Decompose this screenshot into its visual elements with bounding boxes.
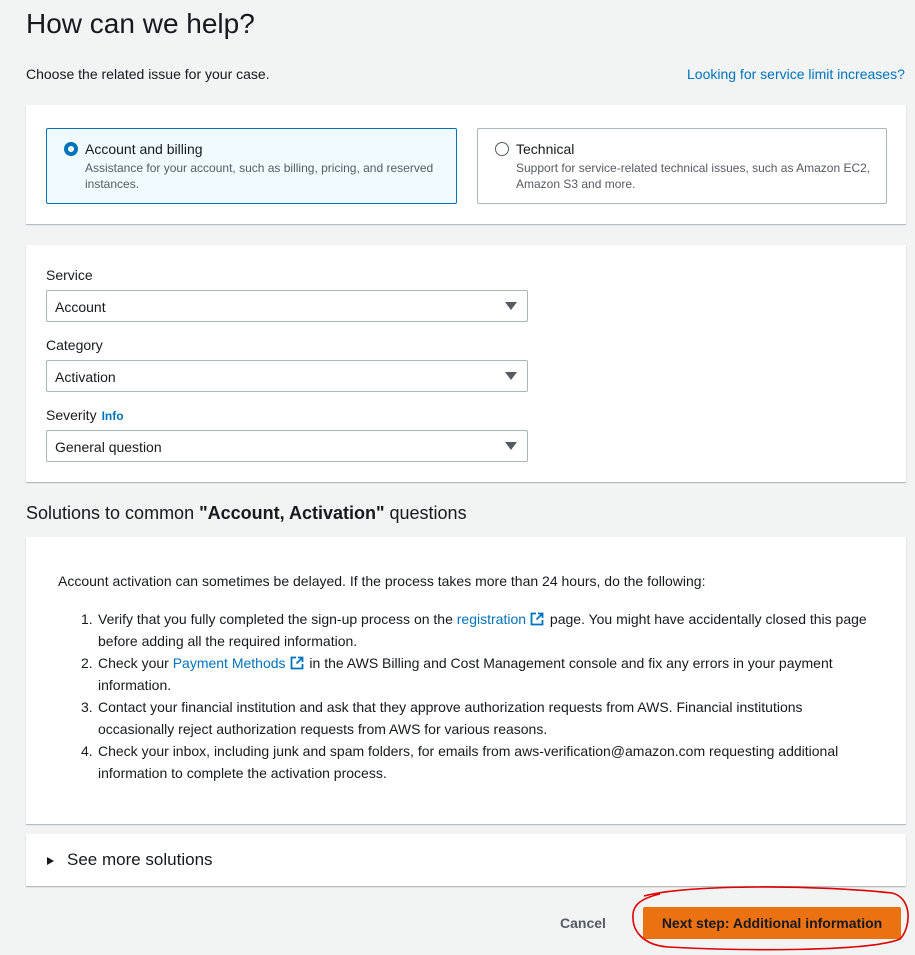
cancel-button[interactable]: Cancel (545, 907, 621, 939)
category-label: Category (46, 337, 103, 353)
next-step-button[interactable]: Next step: Additional information (643, 907, 901, 939)
service-label: Service (46, 267, 93, 283)
list-item: 3. Contact your financial institution and ask that they approve authorization requests from AWS. Financial institutions occasionally reject authorization requests from AWS for various reasons. (81, 699, 803, 737)
see-more-panel[interactable] (26, 834, 906, 886)
severity-select[interactable] (46, 430, 528, 462)
payment-methods-link[interactable]: Payment Methods (172, 655, 286, 671)
account-billing-description: Assistance for your account, such as billing, pricing, and reserved instances. (85, 161, 434, 191)
caret-down-icon (505, 442, 517, 450)
solutions-intro: Account activation can sometimes be delayed. If the process takes more than 24 hours, do the following: (58, 573, 706, 589)
service-limit-link[interactable]: Looking for service limit increases? (687, 66, 905, 82)
category-select[interactable] (46, 360, 528, 392)
solutions-heading: Solutions to common "Account, Activation" questions (26, 503, 467, 523)
case-details-panel (26, 245, 906, 482)
caret-down-icon (505, 372, 517, 380)
severity-info-link[interactable]: Info (101, 409, 124, 423)
technical-tile[interactable] (477, 128, 887, 204)
technical-description: Support for service-related technical issues, such as Amazon EC2, Amazon S3 and more. (516, 161, 871, 191)
see-more-solutions[interactable]: See more solutions (67, 850, 213, 869)
page-title: How can we help? (26, 8, 255, 39)
list-item: 1. Verify that you fully completed the sign-up process on the registration page. You might have accidentally closed this page before adding all the required information. (81, 611, 867, 649)
page-subtitle: Choose the related issue for your case. (26, 66, 270, 82)
caret-down-icon (505, 302, 517, 310)
caret-right-icon[interactable] (47, 857, 54, 865)
external-link-icon[interactable] (290, 656, 304, 670)
issue-type-panel (26, 105, 906, 224)
severity-value: General question (55, 439, 162, 455)
registration-link[interactable]: registration (456, 611, 527, 627)
service-select[interactable] (46, 290, 528, 322)
account-billing-tile[interactable] (46, 128, 457, 204)
solution-steps (81, 608, 878, 784)
account-billing-title: Account and billing (85, 141, 203, 157)
technical-radio[interactable] (495, 142, 509, 156)
list-item: 2. Check your Payment Methods in the AWS Billing and Cost Management console and fix any errors in your payment information. (81, 655, 833, 693)
external-link-icon[interactable] (530, 612, 544, 626)
solutions-panel (26, 537, 906, 824)
category-value: Activation (55, 369, 116, 385)
technical-title: Technical (516, 141, 575, 157)
severity-label: Severity (46, 407, 97, 423)
service-value: Account (55, 299, 106, 315)
account-billing-radio[interactable] (64, 142, 78, 156)
list-item: 4. Check your inbox, including junk and spam folders, for emails from aws-verification@amazon.com requesting additional information to complete the activation process. (81, 743, 839, 781)
severity-label-row (46, 407, 124, 423)
